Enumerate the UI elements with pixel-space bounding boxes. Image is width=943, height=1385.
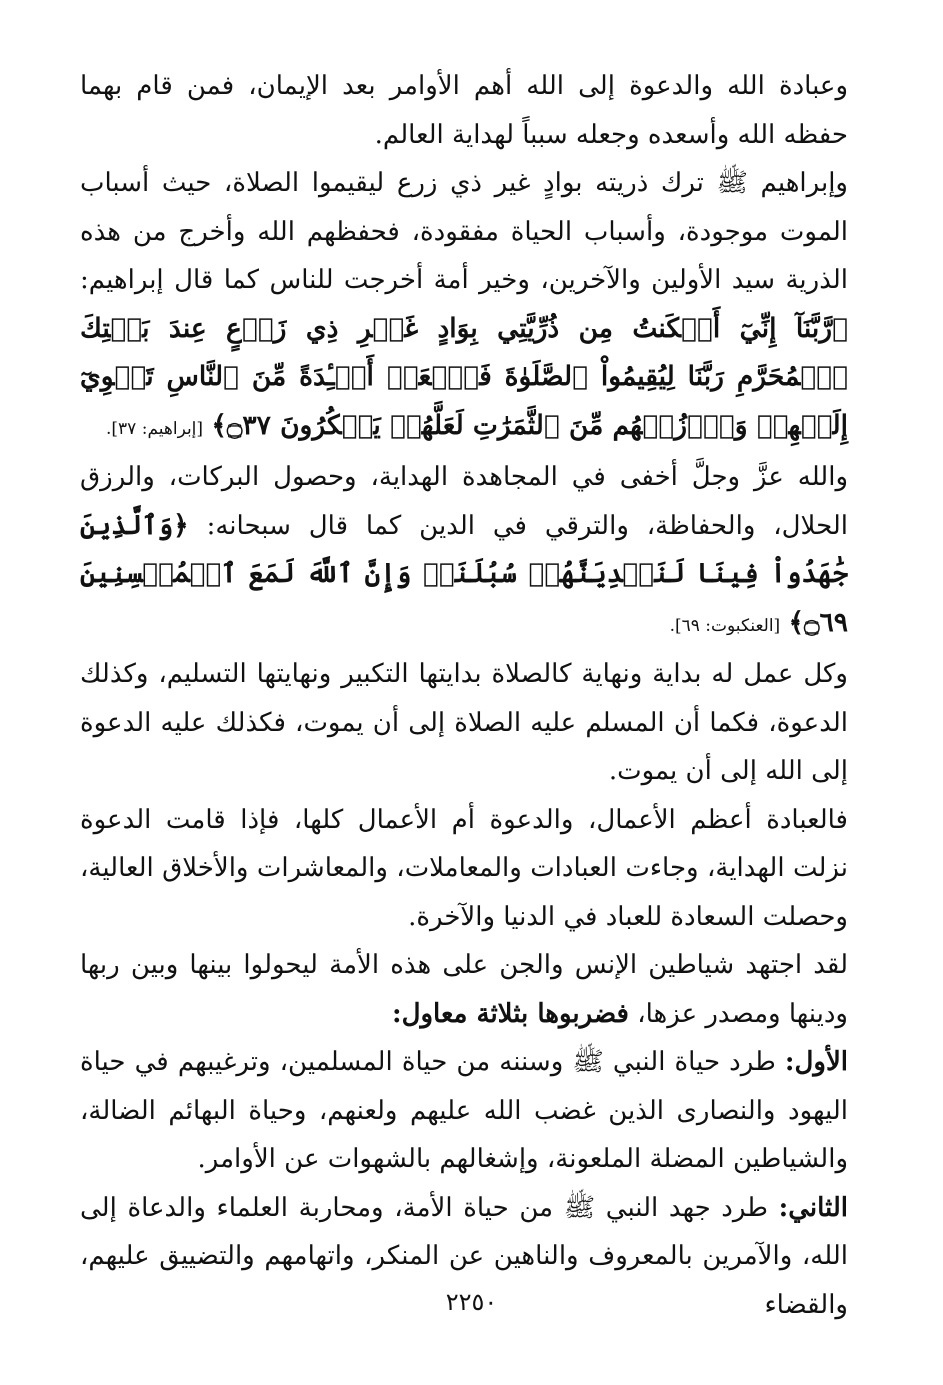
paragraph-6-text: لقد اجتهد شياطين الإنس والجن على هذه الأمة ليحولوا بينها وبين ربها ودينها ومصدر عزها،	[80, 950, 848, 1029]
paragraph-3-text: والله عزَّ وجلَّ أخفى في المجاهدة الهداية، وحصول البركات، والرزق الحلال، والحفاظة، والترقي في الدين كما قال سبحانه:	[80, 462, 848, 541]
paragraph-8-text: طرد جهد النبي ﷺ من حياة الأمة، ومحاربة العلماء والدعاة إلى الله، والآمرين بالمعروف والناهين عن المنكر، واتهامهم والتضييق عليهم، والقضاء	[80, 1192, 848, 1320]
paragraph-2	[80, 159, 848, 453]
paragraph-7-text: طرد حياة النبي ﷺ وسننه من حياة المسلمين، وترغيبهم في حياة اليهود والنصارى الذين غضب الله عليهم ولعنهم، وحياة البهائم الضالة، والشياطين المضلة الملعونة، وإشغالهم بالشهوات عن الأوامر.	[80, 1047, 848, 1174]
page-number: ٢٢٥٠	[445, 1288, 498, 1316]
paragraph-4	[80, 650, 848, 796]
point-label-second: الثاني:	[778, 1192, 849, 1223]
paragraph-1	[80, 62, 848, 159]
paragraph-3	[80, 453, 848, 650]
quran-verse-ibrahim: ﴿رَّبَّنَآ إِنِّيٓ أَسۡكَنتُ مِن ذُرِّيَّتِي بِوَادٍ غَيۡرِ ذِي زَرۡعٍ عِندَ بَيۡتِكَ ٱلۡمُحَرَّمِ رَبَّنَا لِيُقِيمُواْ ٱلصَّلَوٰةَ فَٱجۡعَلۡ أَفۡـِٔدَةً مِّنَ ٱلنَّاسِ تَهۡوِيٓ إِلَيۡهِمۡ وَٱرۡزُقۡهُم مِّنَ ٱلثَّمَرَٰتِ لَعَلَّهُمۡ يَشۡكُرُونَ ۝٣٧﴾	[80, 312, 848, 441]
verse-citation-ankabut: [العنكبوت: ٦٩].	[669, 615, 781, 636]
paragraph-6-bold: فضربوها بثلاثة معاول:	[392, 998, 629, 1029]
point-label-first: الأول:	[784, 1047, 849, 1077]
page-body	[80, 62, 848, 1329]
paragraph-7	[80, 1038, 848, 1184]
verse-citation-ibrahim: [إبراهيم: ٣٧].	[106, 418, 204, 439]
paragraph-4-text: وكل عمل له بداية ونهاية كالصلاة بدايتها التكبير ونهايتها التسليم، وكذلك الدعوة، فكما أن المسلم عليه الصلاة إلى أن يموت، فكذلك عليه الدعوة إلى الله إلى أن يموت.	[80, 659, 848, 786]
paragraph-6	[80, 941, 848, 1038]
paragraph-1-text: وعبادة الله والدعوة إلى الله أهم الأوامر بعد الإيمان، فمن قام بهما حفظه الله وأسعده وجعله سبباً لهداية العالم.	[80, 71, 848, 150]
paragraph-2-text: وإبراهيم ﷺ ترك ذريته بوادٍ غير ذي زرع ليقيموا الصلاة، حيث أسباب الموت موجودة، وأسباب الحياة مفقودة، فحفظهم الله وأخرج من هذه الذرية سيد الأولين والآخرين، وخير أمة أخرجت للناس كما قال إبراهيم:	[80, 168, 848, 295]
quran-verse-ankabut: ﴿وَٱلَّذِينَ جَٰهَدُواْ فِينَا لَنَهۡدِيَنَّهُمۡ سُبُلَنَاۚ وَإِنَّ ٱللَّهَ لَمَعَ ٱلۡمُحۡسِنِينَ ۝٦٩﴾	[80, 509, 848, 638]
paragraph-5-text: فالعبادة أعظم الأعمال، والدعوة أم الأعمال كلها، فإذا قامت الدعوة نزلت الهداية، وجاءت العبادات والمعاملات، والمعاشرات والأخلاق العالية، وحصلت السعادة للعباد في الدنيا والآخرة.	[80, 804, 848, 932]
paragraph-5	[80, 796, 848, 942]
